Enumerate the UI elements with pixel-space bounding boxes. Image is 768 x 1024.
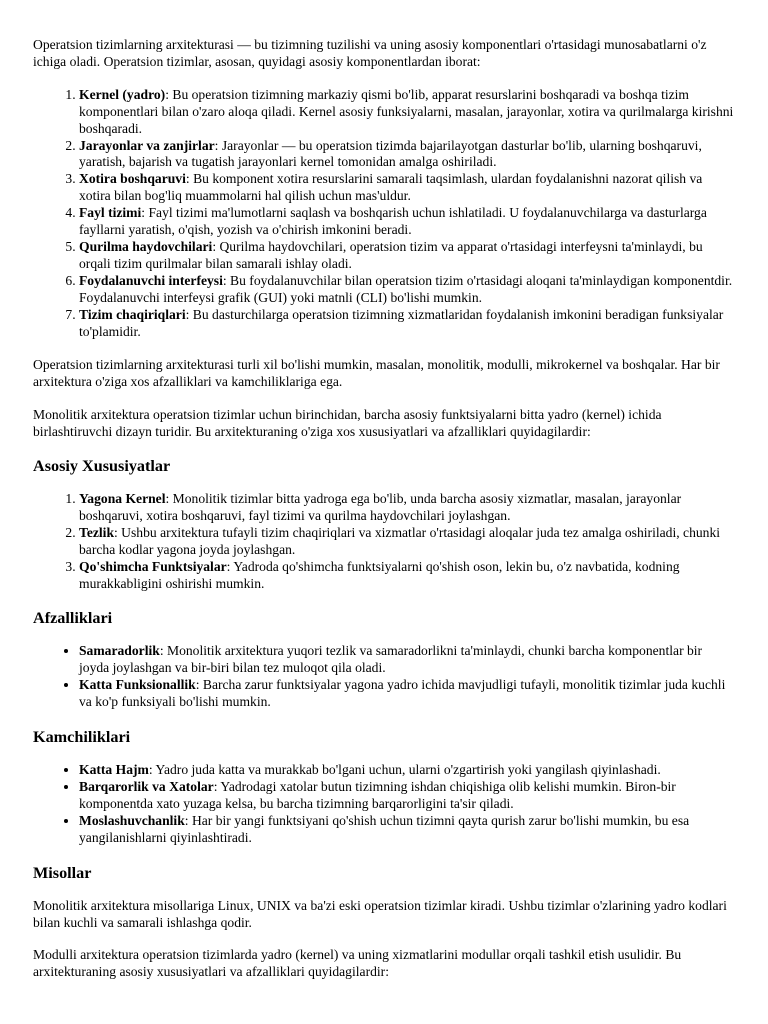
components-list	[33, 87, 735, 341]
list-item-term: Tezlik	[79, 524, 114, 540]
list-item	[79, 677, 735, 711]
list-item	[79, 525, 735, 559]
list-item-text: : Ushbu arxitektura tufayli tizim chaqiriqlari va xizmatlar o'rtasidagi aloqalar juda tez amalga oshiriladi, chunki barcha kodlar yagona joyda joylashgan.	[79, 524, 721, 557]
list-item-term: Barqarorlik va Xatolar	[79, 779, 214, 794]
list-item-term: Jarayonlar va zanjirlar	[79, 137, 215, 153]
features-list	[33, 491, 735, 592]
examples-paragraph: Monolitik arxitektura misollariga Linux, UNIX va ba'zi eski operatsion tizimlar kiradi. Ushbu tizimlar o'zlarining yadro kodlari bilan kuchli va samarali ishlashga qodir.	[33, 897, 727, 930]
modular-paragraph: Modulli arxitektura operatsion tizimlarda yadro (kernel) va uning xizmatlarini modullar orqali tashkil etish usulidir. Bu arxitekturaning asosiy xususiyatlari va afzalliklari quyidagilardir:	[33, 947, 682, 980]
list-item	[79, 559, 735, 593]
features-heading: Asosiy Xususiyatlar	[33, 457, 171, 476]
list-item	[79, 307, 735, 341]
list-item-term: Xotira boshqaruvi	[79, 171, 186, 187]
list-item	[79, 813, 735, 847]
list-item-text: : Qurilma haydovchilari, operatsion tizim va apparat o'rtasidagi interfeysni ta'minlaydi, bu orqali tizim qurilmalar bilan samarali ishlay oladi.	[79, 238, 703, 271]
list-item-text: : Yadro juda katta va murakkab bo'lgani uchun, ularni o'zgartirish yoki yangilash qiyinlashadi.	[148, 762, 661, 778]
list-item	[79, 762, 735, 779]
list-item-term: Qurilma haydovchilari	[79, 238, 213, 254]
list-item	[79, 171, 735, 205]
list-item-term: Samaradorlik	[79, 643, 160, 659]
list-item-text: : Monolitik arxitektura yuqori tezlik va samaradorlikni ta'minlaydi, chunki barcha komponentlar bir joyda joylashgan va bir-biri bilan tez muloqot qila oladi.	[79, 643, 703, 676]
list-item-text: : Fayl tizimi ma'lumotlarni saqlash va boshqarish uchun ishlatiladi. U foydalanuvchilarga va dasturlarga fayllarni yaratish, o'qish, yozish va o'chirish imkonini beradi.	[79, 205, 707, 238]
advantages-list	[33, 643, 735, 711]
list-item-term: Tizim chaqiriqlari	[79, 306, 186, 322]
architectures-paragraph: Operatsion tizimlarning arxitekturasi turli xil bo'lishi mumkin, masalan, monolitik, modulli, mikrokernel va boshqalar. Har bir arxitektura o'ziga xos afzalliklari va kamchiliklariga ega.	[33, 357, 720, 390]
list-item-text: : Bu komponent xotira resurslarini samarali taqsimlash, ulardan foydalanishni nazorat qilish va xotira bilan bog'liq muammolarni hal qilish uchun mas'uldur.	[79, 171, 703, 204]
list-item-text: : Yadroda qo'shimcha funktsiyalarni qo'shish oson, lekin bu, o'z navbatida, kodning murakkabligini oshirishi mumkin.	[79, 558, 680, 591]
monolithic-paragraph: Monolitik arxitektura operatsion tizimlar uchun birinchidan, barcha asosiy funktsiyalarni bitta yadro (kernel) ichida birlashtiruvchi dizayn turidir. Bu arxitekturaning o'ziga xos xususiyatlari va afzalliklari quyidagilardir:	[33, 407, 662, 440]
list-item	[79, 239, 735, 273]
list-item-text: : Har bir yangi funktsiyani qo'shish uchun tizimni qayta qurish zarur bo'lishi mumkin, bu esa yangilanishlarni qiyinlashtiradi.	[79, 812, 690, 845]
list-item	[79, 205, 735, 239]
list-item	[79, 643, 735, 677]
list-item-text: : Jarayonlar — bu operatsion tizimda bajarilayotgan dasturlar bo'lib, ularning boshqaruvi, yaratish, bajarish va tugatish jarayonlari kernel tomonidan amalga oshiriladi.	[79, 137, 702, 170]
list-item-term: Fayl tizimi	[79, 205, 142, 221]
list-item-text: : Monolitik tizimlar bitta yadroga ega bo'lib, unda barcha asosiy xizmatlar, masalan, jarayonlar boshqaruvi, xotira boshqaruvi, fayl tizimi va qurilma haydovchilari joylashgan.	[79, 491, 682, 523]
examples-heading: Misollar	[33, 863, 92, 882]
disadvantages-heading: Kamchiliklari	[33, 728, 131, 747]
list-item	[79, 138, 735, 172]
list-item-text: : Barcha zarur funktsiyalar yagona yadro ichida mavjudligi tufayli, monolitik tizimlar juda kuchli va ko'p funksiyali bo'lishi mumkin.	[79, 677, 726, 710]
list-item-term: Katta Funksionallik	[79, 677, 196, 693]
advantages-heading: Afzalliklari	[33, 609, 113, 628]
list-item-text: : Yadrodagi xatolar butun tizimning ishdan chiqishiga olib kelishi mumkin. Biron-bir komponentda xato yuzaga kelsa, bu barcha tizimning barqarorligini ta'sir qiladi.	[79, 779, 676, 811]
list-item-text: : Bu foydalanuvchilar bilan operatsion tizim o'rtasidagi aloqani ta'minlaydigan komponentdir. Foydalanuvchi interfeysi grafik (GUI) yoki matnli (CLI) bo'lishi mumkin.	[79, 272, 733, 305]
list-item	[79, 273, 735, 307]
list-item-term: Foydalanuvchi interfeysi	[79, 272, 223, 288]
list-item-term: Qo'shimcha Funktsiyalar	[79, 558, 227, 574]
intro-paragraph: Operatsion tizimlarning arxitekturasi — bu tizimning tuzilishi va uning asosiy komponentlari o'rtasidagi munosabatlarni o'z ichiga oladi. Operatsion tizimlar, asosan, quyidagi asosiy komponentlardan iborat:	[33, 37, 707, 69]
list-item-term: Kernel (yadro)	[79, 86, 166, 102]
list-item	[79, 779, 735, 813]
list-item	[79, 491, 735, 525]
list-item-term: Katta Hajm	[79, 762, 149, 778]
disadvantages-list	[33, 762, 735, 847]
list-item-term: Moslashuvchanlik	[79, 812, 185, 828]
list-item-text: : Bu dasturchilarga operatsion tizimning xizmatlaridan foydalanish imkonini beradigan funksiyalar to'plamidir.	[79, 306, 724, 339]
list-item-text: : Bu operatsion tizimning markaziy qismi bo'lib, apparat resurslarini boshqaradi va boshqa tizim komponentlari bilan o'zaro aloqa qiladi. Kernel asosiy funksiyalarni, masalan, jarayonlar, xotira va qurilmalarga kirishni boshqaradi.	[79, 86, 734, 136]
list-item-term: Yagona Kernel	[79, 491, 166, 507]
list-item	[79, 87, 735, 138]
